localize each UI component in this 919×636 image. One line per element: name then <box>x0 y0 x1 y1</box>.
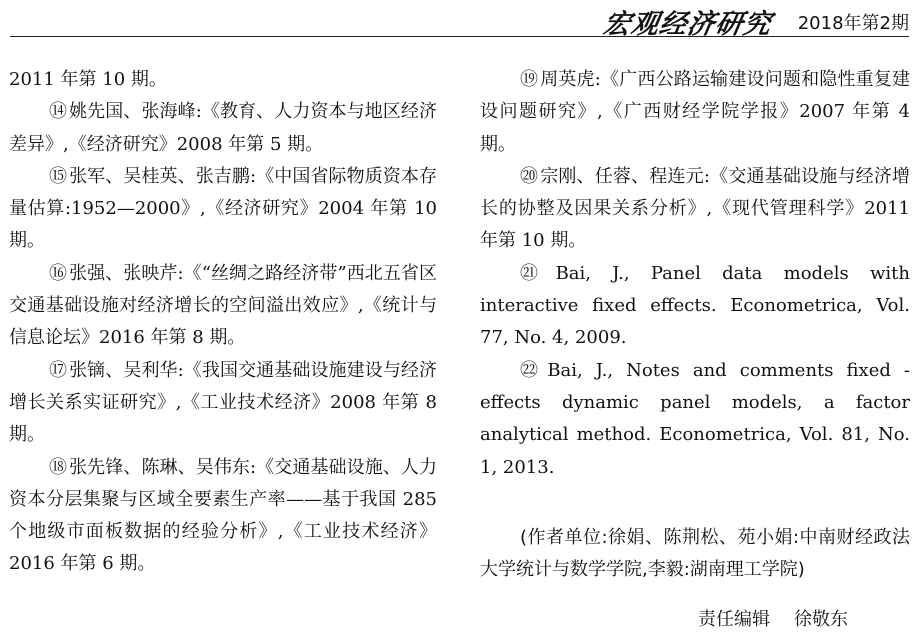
header-rule <box>10 36 909 37</box>
reference-number: ⑰ <box>49 359 68 381</box>
issue-label: 2018年第2期 <box>797 13 909 34</box>
reference-text: 张先锋、陈琳、吴伟东:《交通基础设施、人力资本分层集聚与区域全要素生产率——基于我国 285 个地级市面板数据的经验分析》,《工业技术经济》2016 年第 6 期。 <box>9 456 438 575</box>
right-column <box>480 64 910 636</box>
reference-text: 2011 年第 10 期。 <box>9 69 167 90</box>
reference-item <box>480 161 910 258</box>
reference-continuation <box>9 64 437 96</box>
reference-text: 张镝、吴利华:《我国交通基础设施建设与经济增长关系实证研究》,《工业技术经济》2008 年第 8 期。 <box>9 359 438 446</box>
left-column <box>9 64 437 581</box>
reference-number: ⑭ <box>49 101 68 123</box>
reference-number: ⑱ <box>49 456 68 478</box>
reference-item <box>480 258 910 355</box>
reference-number: ⑮ <box>49 165 68 187</box>
reference-text: Bai, J., Notes and comments fixed - effects dynamic panel models, a factor analytical method. Econometrica, Vol. 81, No. 1, 2013. <box>480 359 911 478</box>
reference-text: 周英虎:《广西公路运输建设问题和隐性重复建设问题研究》,《广西财经学院学报》2007 年第 4 期。 <box>480 69 910 155</box>
reference-text: 张强、张映芹:《“丝绸之路经济带”西北五省区交通基础设施对经济增长的空间溢出效应》,《统计与信息论坛》2016 年第 8 期。 <box>9 262 438 349</box>
reference-number: ㉑ <box>520 262 554 284</box>
responsible-editor <box>480 604 910 636</box>
reference-number: ㉒ <box>520 359 546 381</box>
journal-title-logo: 宏观经济研究 <box>600 9 775 40</box>
page-header <box>0 0 919 40</box>
author-affiliation: (作者单位:徐娟、陈荆松、苑小娟:中南财经政法大学统计与数学学院,李毅:湖南理工学院) <box>480 526 910 580</box>
reference-item <box>9 161 437 258</box>
reference-item <box>9 258 437 355</box>
reference-text: Bai, J., Panel data models with interactive fixed effects. Econometrica, Vol. 77, No. 4, 2009. <box>480 262 910 349</box>
reference-item <box>9 96 437 161</box>
reference-item <box>480 64 910 161</box>
reference-text: 姚先国、张海峰:《教育、人力资本与地区经济差异》,《经济研究》2008 年第 5 期。 <box>9 101 438 155</box>
reference-number: ⑯ <box>49 262 68 284</box>
reference-text: 张军、吴桂英、张吉鹏:《中国省际物质资本存量估算:1952—2000》,《经济研究》2004 年第 10 期。 <box>9 165 438 252</box>
reference-item <box>9 452 437 581</box>
reference-item <box>9 355 437 452</box>
reference-text: 宗刚、任蓉、程连元:《交通基础设施与经济增长的协整及因果关系分析》,《现代管理科学》2011 年第 10 期。 <box>480 165 910 252</box>
editor-label: 责任编辑 <box>698 608 770 630</box>
reference-item <box>480 355 910 484</box>
reference-number: ⑲ <box>520 69 539 90</box>
reference-number: ⑳ <box>520 165 539 187</box>
editor-name: 徐敬东 <box>794 608 848 630</box>
